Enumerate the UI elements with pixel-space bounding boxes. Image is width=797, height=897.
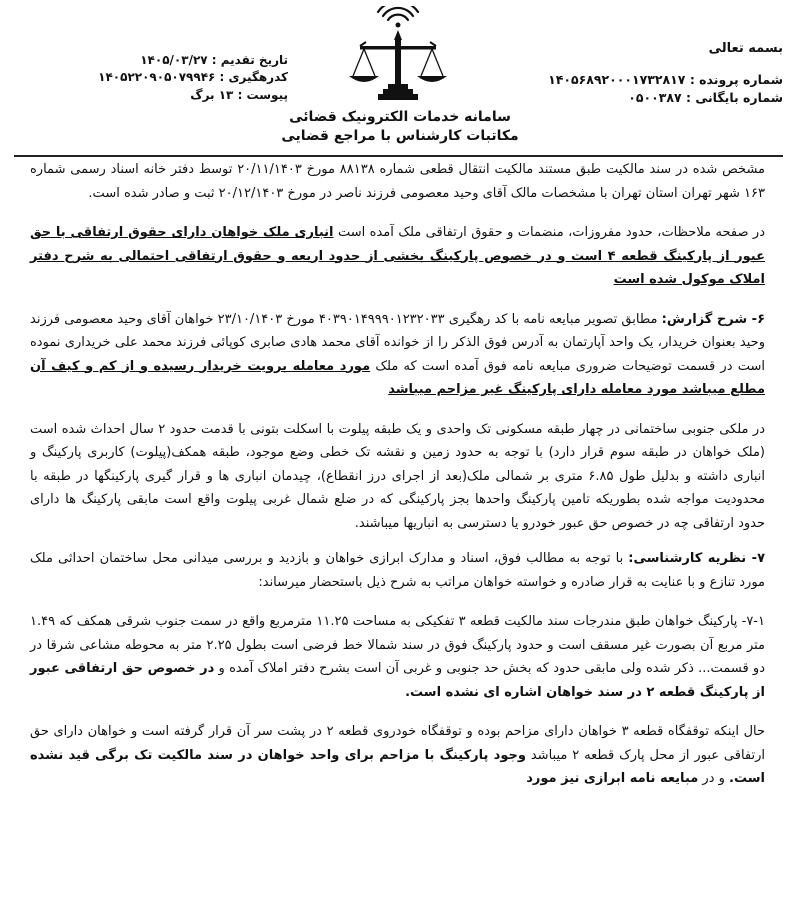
- section-7-title: ۷- نظریه کارشناسی:: [628, 551, 765, 566]
- bismillah: بسمه تعالی: [708, 41, 783, 56]
- paragraph-6-text: ۷-۱- پارکینگ خواهان طبق مندرجات سند مالکیت قطعه ۳ تفکیکی به مساحت ۱۱.۲۵ مترمربع واقع در سمت جنوب شرقی همکف که ۱.۴۹ متر مربع آن بصورت غیر مسقف است و حدود پارکینگ فوق در سند شمالا خط فرضی است بطول ۲.۲۵ متر به محوطه مشاعی شرقا در دو قسمت... ذکر شده ولی مابقی حدود که بخش حد جنوبی و غربی آن است بشرح دفتر املاک آمده و: [30, 614, 765, 676]
- paragraph-7-connector: و در: [698, 771, 730, 786]
- paragraph-3: [30, 308, 765, 402]
- section-6-title: ۶- شرح گزارش:: [661, 311, 766, 327]
- submit-date-row: [48, 52, 288, 69]
- attachment-row: [48, 87, 288, 104]
- header-divider: [14, 155, 783, 157]
- document-body: [30, 158, 765, 791]
- archive-number-label: شماره بایگانی :: [685, 89, 783, 105]
- paragraph-3-underlined: مورد معامله برویت خریدار رسیده و از کم و کیف آن مطلع میباشد مورد معامله دارای پارکینگ غیر مزاحم میباشد: [30, 358, 765, 397]
- system-title-line1: سامانه خدمات الکترونیک قضائی: [289, 109, 511, 125]
- case-number-label: شماره پرونده :: [689, 71, 783, 87]
- tracking-code-label: کدرهگیری :: [219, 70, 288, 85]
- paragraph-7: [30, 720, 765, 791]
- paragraph-3-text: مطابق تصویر مبایعه نامه با کد رهگیری ۴۰۳۹۰۱۴۹۹۹۰۱۲۳۲۰۳۳ مورخ ۲۳/۱۰/۱۴۰۳ خواهان آقای وحید معصومی فرزند وحید بعنوان خریدار، یک واحد آپارتمان به آدرس فوق الذکر را از خوانده آقای محمد هادی صابری کوپائی فرزند محمد علی خریداری نموده است در قسمت توضیحات ضروری مبایعه نامه فوق آمده است که ملک: [30, 311, 765, 374]
- case-number: ۱۴۰۵۶۸۹۲۰۰۰۱۷۳۲۸۱۷: [548, 71, 686, 87]
- paragraph-7-text: حال اینکه توقفگاه قطعه ۳ خواهان دارای مزاحم بوده و توقفگاه خودروی قطعه ۲ در پشت سر آن قرار گرفته است و خواهان دارای حق ارتفاقی عبور از محل پارک قطعه ۲ میباشد: [30, 724, 766, 763]
- paragraph-5: [30, 547, 765, 594]
- header-left-block: [48, 52, 288, 104]
- header-right-block: [533, 40, 783, 107]
- tracking-code-row: [48, 69, 288, 86]
- system-title-line2: مکاتبات کارشناس با مراجع قضایی: [281, 127, 519, 144]
- system-title: [260, 108, 540, 146]
- attachment-label: پیوست :: [237, 87, 288, 102]
- tracking-code: ۱۴۰۵۲۲۰۹۰۵۰۷۹۹۴۶: [98, 70, 216, 85]
- paragraph-2: [30, 221, 765, 292]
- paragraph-2-underlined: انباری ملک خواهان دارای حقوق ارتفاقی با حق عبور از پارکینگ قطعه ۴ است و در خصوص پارکینگ بخشی از حدود اربعه و حقوق ارتفاقی احتمالی به شرح دفتر املاک موکول شده است: [30, 225, 765, 287]
- archive-number-row: [533, 89, 783, 107]
- paragraph-7-bold-end: مبایعه نامه ابرازی نیز مورد: [526, 771, 699, 786]
- paragraph-6: [30, 610, 765, 704]
- paragraph-4: در ملکی جنوبی ساختمانی در چهار طبقه مسکونی تک واحدی و یک طبقه پیلوت با اسکلت بتونی با قدمت حدود ۲ سال احداث شده است (ملک خواهان در طبقه سوم قرار دارد) با توجه به حدود زمین و نقشه تک خطی وضع موجود، طبقه همکف(پیلوت) کاربری پارکینگ و انباری داشته و بدلیل طول ۶.۸۵ متری بر شمالی ملک(بعد از اجرای درز انقطاع)، چیدمان انباری ها و قرار گیری پارکینگها در طبقه با محدودیت مواجه شده بطوریکه تامین پارکینگ واحدها بجز پارکینگی که در ضلع شمال غربی پیلوت واقع است مابقی پارکینگ ها دارای حدود ارتفاقی چه در خصوص حق عبور خودرو یا دسترسی به انباریها میباشند.: [30, 421, 765, 531]
- archive-number: ۰۵۰۰۳۸۷: [628, 89, 682, 105]
- scales-of-justice-icon: [338, 6, 458, 106]
- case-number-row: [533, 71, 783, 89]
- paragraph-1: مشخص شده در سند مالکیت طبق مستند مالکیت انتقال قطعی شماره ۸۸۱۳۸ مورخ ۲۰/۱۱/۱۴۰۳ توسط دفتر خانه اسناد رسمی شماره ۱۶۳ شهر تهران استان تهران با مشخصات مالک آقای وحید معصومی فرزند ناصر در مورخ ۲۰/۱۲/۱۴۰۳ ثبت و صادر شده است.: [30, 162, 766, 201]
- paragraph-7-bold: وجود پارکینگ با مزاحم برای واحد خواهان در سند مالکیت تک برگی قید نشده است.: [30, 747, 765, 786]
- paragraph-2-text: در صفحه ملاحظات، حدود مفروزات، منضمات و حقوق ارتفاقی ملک آمده است: [337, 225, 765, 240]
- submit-date: ۱۴۰۵/۰۳/۲۷: [140, 53, 208, 67]
- paragraph-6-bold: در خصوص حق ارتفاقی عبور از پارکینگ قطعه ۲ در سند خواهان اشاره ای نشده است.: [30, 661, 765, 700]
- judiciary-logo: [338, 6, 458, 106]
- attachment-value: ۱۳ برگ: [190, 87, 234, 102]
- submit-date-label: تاریخ تقدیم :: [211, 53, 288, 67]
- paragraph-5-text: با توجه به مطالب فوق، اسناد و مدارک ابرازی خواهان و بازدید و بررسی میدانی محل ساختمان احداثی ملک مورد تنازع و با عنایت به قرار صادره و خواسته خواهان مراتب به شرح ذیل باستحضار میرساند:: [30, 551, 765, 590]
